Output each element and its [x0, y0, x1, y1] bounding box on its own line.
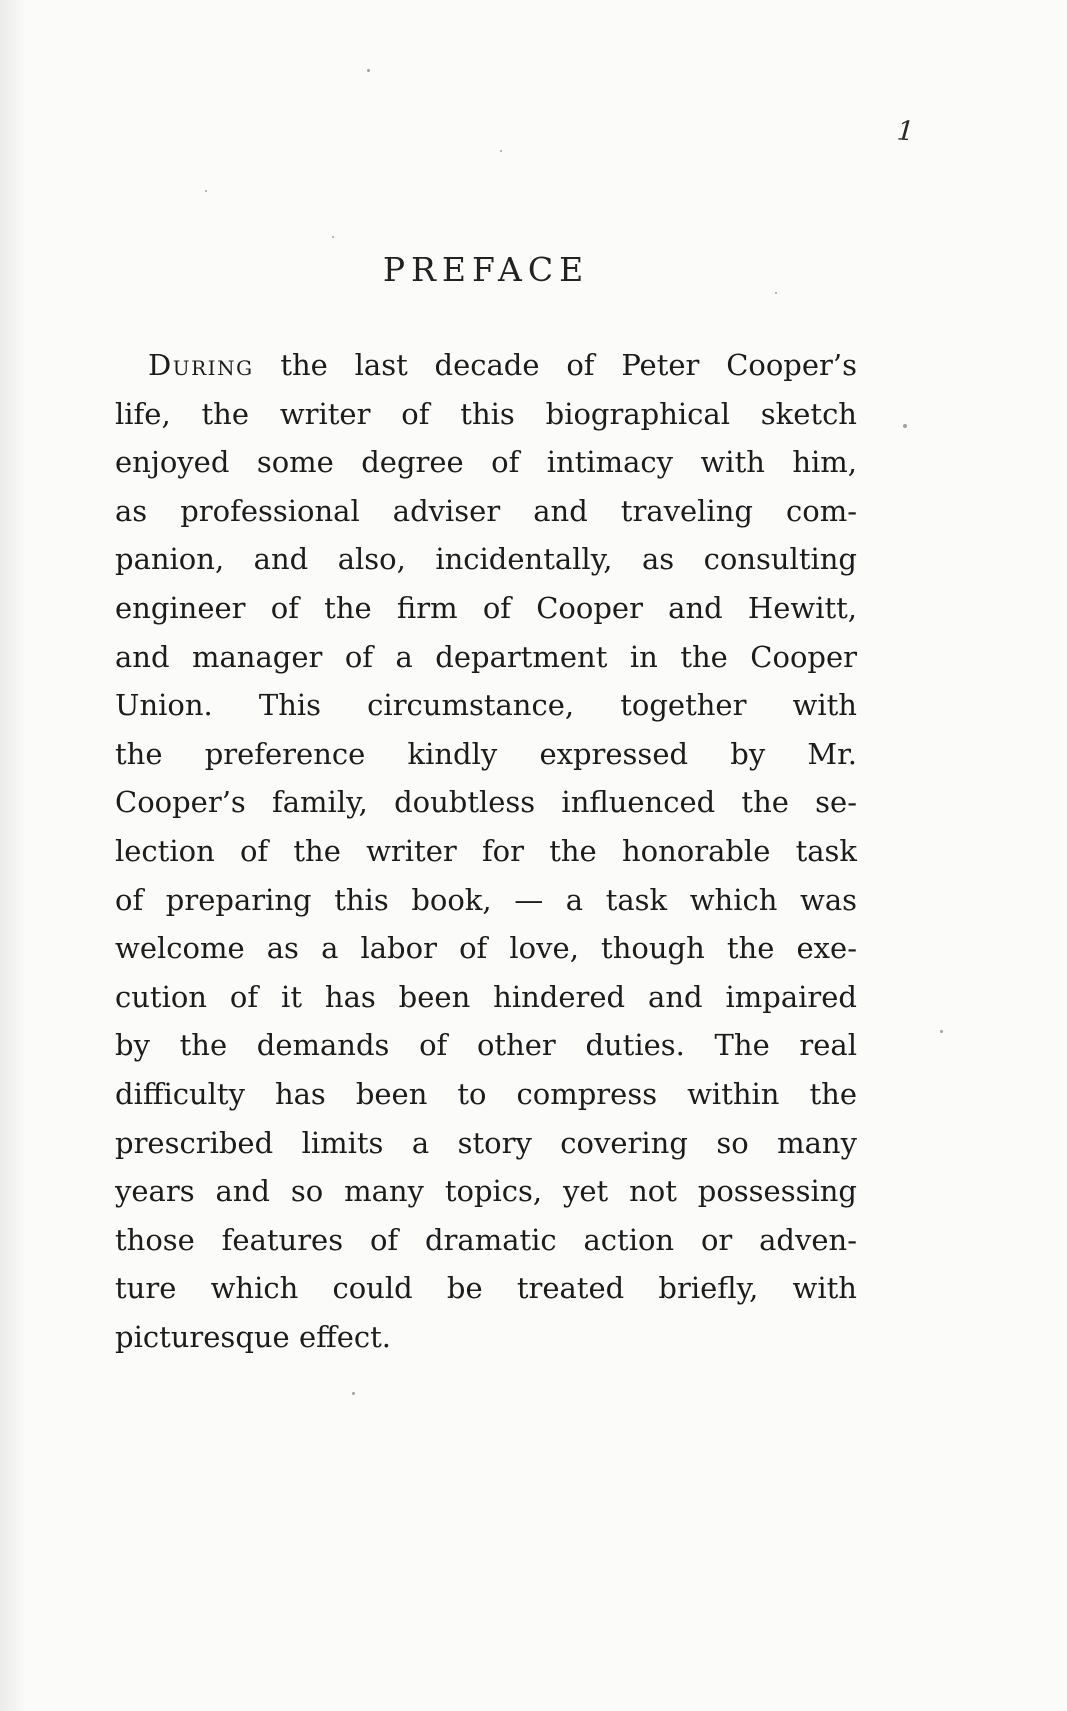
paragraph-line: difficulty has been to compress within the — [115, 1076, 857, 1111]
paragraph-line: cution of it has been hindered and impaired — [115, 979, 857, 1014]
paragraph-line: those features of dramatic action or adven- — [115, 1222, 857, 1257]
paragraph-line: life, the writer of this biographical sketch — [115, 396, 857, 431]
paragraph-line: as professional adviser and traveling com- — [115, 493, 857, 528]
paragraph-line: engineer of the firm of Cooper and Hewitt, — [115, 590, 857, 625]
paragraph-line — [115, 341, 857, 390]
paragraph-line: prescribed limits a story covering so many — [115, 1125, 857, 1160]
paragraph-line: panion, and also, incidentally, as consulting — [115, 542, 857, 577]
paragraph-line: welcome as a labor of love, though the exe- — [115, 931, 857, 966]
paragraph-line: picturesque effect. — [115, 1319, 391, 1354]
paragraph-line: of preparing this book, — a task which was — [115, 882, 857, 917]
paragraph-line: by the demands of other duties. The real — [115, 1028, 857, 1063]
paragraph-line: years and so many topics, yet not possessing — [115, 1174, 857, 1209]
lead-word: During — [148, 348, 254, 382]
paragraph-line: Union. This circumstance, together with — [115, 688, 857, 723]
scan-speck — [332, 236, 334, 238]
scan-speck — [903, 424, 907, 428]
paragraph-line: the preference kindly expressed by Mr. — [115, 736, 857, 771]
scan-speck — [775, 292, 777, 294]
page-corner-mark: 1 — [895, 115, 916, 148]
paragraph-line: enjoyed some degree of intimacy with him, — [115, 445, 857, 480]
paragraph-line: and manager of a department in the Cooper — [115, 639, 857, 674]
paragraph-line: lection of the writer for the honorable task — [115, 833, 857, 868]
scan-speck — [500, 150, 502, 152]
scan-speck — [940, 1030, 943, 1033]
paragraph-lines — [115, 390, 857, 1362]
paragraph-line: Cooper’s family, doubtless influenced the se- — [115, 785, 857, 820]
preface-paragraph — [115, 341, 857, 1361]
scan-speck — [352, 1392, 355, 1395]
paragraph-line: ture which could be treated briefly, with — [115, 1271, 857, 1306]
scan-edge-shadow — [0, 0, 26, 1711]
scan-speck — [205, 190, 207, 192]
scan-speck — [367, 69, 370, 72]
first-line-text: the last decade of Peter Cooper’s — [253, 348, 857, 382]
page-title: PREFACE — [382, 250, 590, 289]
